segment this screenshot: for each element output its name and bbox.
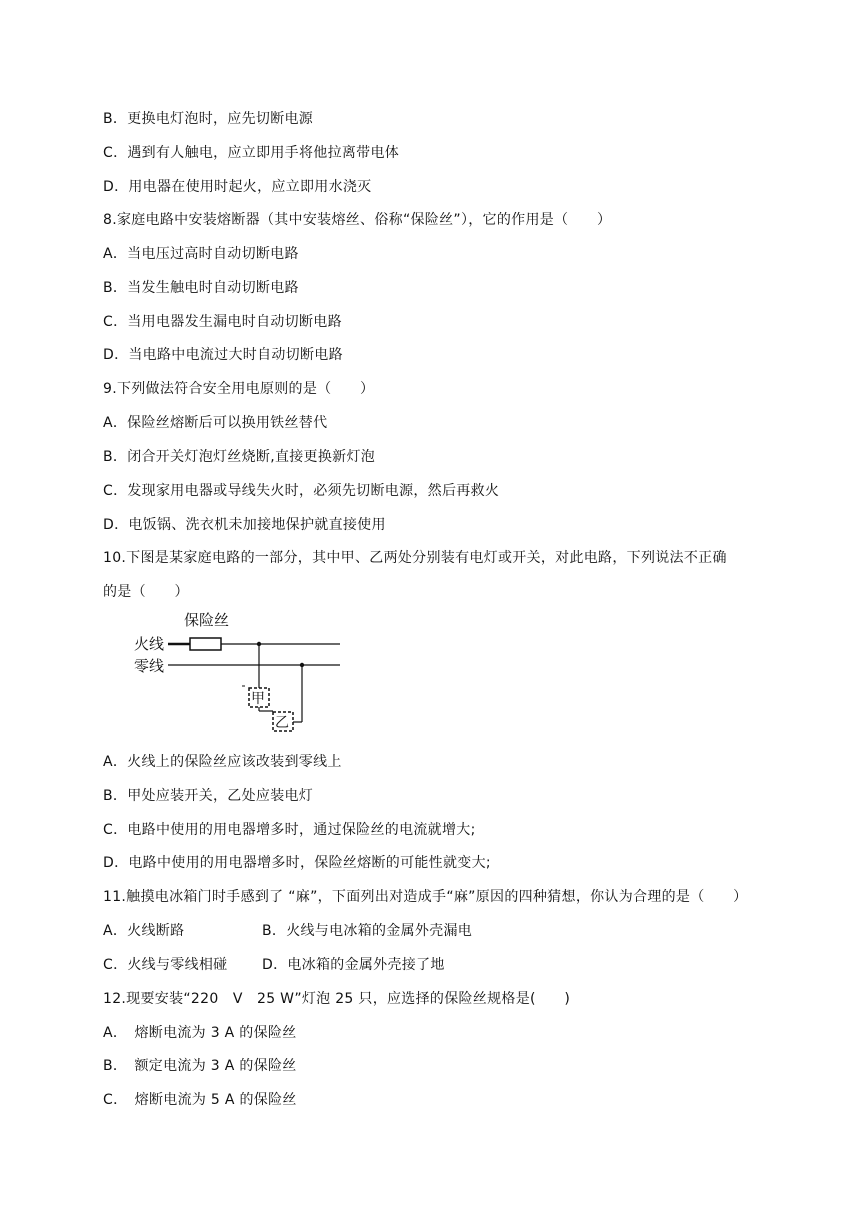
- q9-option-b: B．闭合开关灯泡灯丝烧断,直接更换新灯泡: [103, 449, 376, 465]
- q11-option-b: B．火线与电冰箱的金属外壳漏电: [262, 923, 473, 939]
- q9-option-c: C．发现家用电器或导线失火时，必须先切断电源，然后再救火: [103, 483, 500, 499]
- q7-option-b: B．更换电灯泡时，应先切断电源: [103, 111, 314, 127]
- q11-stem: 11.触摸电冰箱门时手感到了 “麻”，下面列出对造成手“麻”原因的四种猜想，你认为合理的是（ ）: [103, 889, 748, 905]
- q10-option-c: C．电路中使用的用电器增多时，通过保险丝的电流就增大;: [103, 822, 476, 838]
- q10-stem-line2: 的是（ ）: [103, 584, 189, 600]
- q10-option-a: A．火线上的保险丝应该改装到零线上: [103, 754, 342, 770]
- fuse-box: [190, 638, 221, 650]
- q11-option-d: D．电冰箱的金属外壳接了地: [262, 957, 445, 973]
- live-wire-label: 火线: [134, 635, 165, 653]
- fuse-label: 保险丝: [184, 611, 230, 629]
- box-jia-label: 甲: [251, 691, 265, 707]
- q8-option-d: D．当电路中电流过大时自动切断电路: [103, 347, 343, 363]
- q9-option-a: A．保险丝熔断后可以换用铁丝替代: [103, 415, 328, 431]
- box-yi-label: 乙: [275, 715, 289, 731]
- q9-option-d: D．电饭锅、洗衣机未加接地保护就直接使用: [103, 517, 386, 533]
- q8-stem: 8.家庭电路中安装熔断器（其中安装熔丝、俗称“保险丝”），它的作用是（ ）: [103, 212, 612, 228]
- circuit-diagram: [134, 608, 354, 738]
- q9-stem: 9.下列做法符合安全用电原则的是（ ）: [103, 381, 375, 397]
- q12-option-c: C． 熔断电流为 5 A 的保险丝: [103, 1092, 297, 1108]
- q10-option-d: D．电路中使用的用电器增多时，保险丝熔断的可能性就变大;: [103, 855, 491, 871]
- q8-option-b: B．当发生触电时自动切断电路: [103, 280, 299, 296]
- q10-option-b: B．甲处应装开关，乙处应装电灯: [103, 788, 314, 804]
- q12-stem: 12.现要安装“220 V 25 W”灯泡 25 只，应选择的保险丝规格是( ): [103, 991, 571, 1007]
- q8-option-c: C．当用电器发生漏电时自动切断电路: [103, 314, 342, 330]
- q10-stem-line1: 10.下图是某家庭电路的一部分，其中甲、乙两处分别装有电灯或开关，对此电路，下列说法不正确: [103, 550, 727, 566]
- q12-option-b: B． 额定电流为 3 A 的保险丝: [103, 1058, 297, 1074]
- q7-option-d: D．用电器在使用时起火，应立即用水浇灭: [103, 179, 372, 195]
- q11-option-c: C．火线与零线相碰: [103, 957, 228, 973]
- q11-option-a: A．火线断路: [103, 923, 185, 939]
- neutral-wire-label: 零线: [134, 657, 165, 675]
- q8-option-a: A．当电压过高时自动切断电路: [103, 246, 299, 262]
- q7-option-c: C．遇到有人触电，应立即用手将他拉离带电体: [103, 145, 400, 161]
- q12-option-a: A． 熔断电流为 3 A 的保险丝: [103, 1025, 297, 1041]
